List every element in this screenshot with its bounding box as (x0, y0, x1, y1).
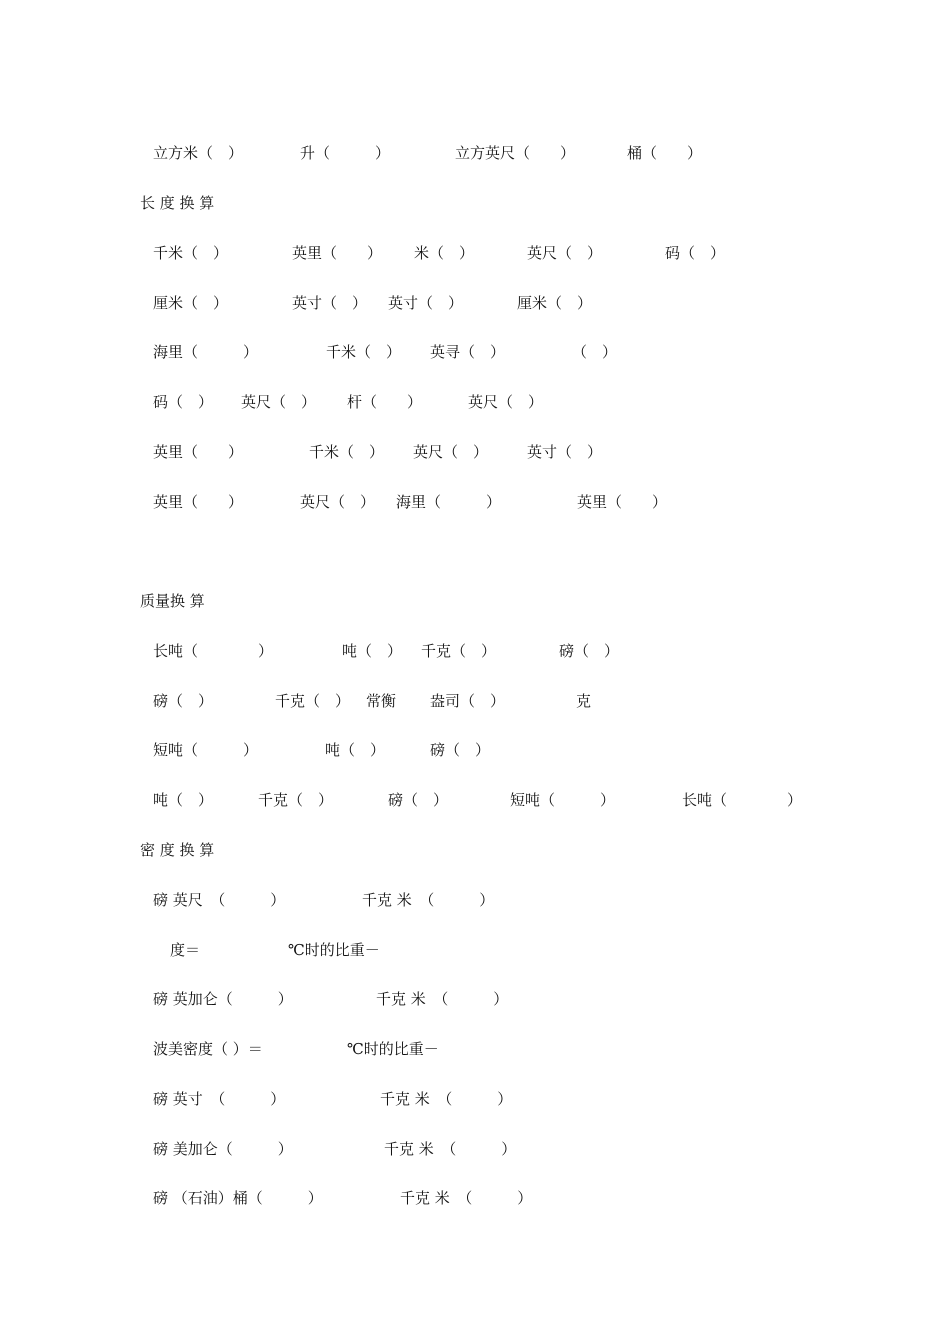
mass-heading-row (0, 590, 950, 612)
mass-item: 磅（ ） (153, 692, 214, 710)
density-item: 千克 米 （ ） (376, 990, 509, 1008)
mass-item: 短吨（ ） (153, 741, 259, 759)
length-item: 海里（ ） (153, 343, 259, 361)
density-item: ℃时的比重－ (288, 941, 380, 959)
length-item: 英尺（ ） (527, 244, 603, 262)
mass-item: 盎司（ ） (430, 692, 506, 710)
length-item: 英寸（ ） (388, 294, 464, 312)
density-row-4 (0, 1038, 950, 1060)
length-row-2 (0, 292, 950, 314)
density-item: 千克 米 （ ） (362, 891, 495, 909)
density-item: 磅 英尺 （ ） (153, 891, 286, 909)
mass-item: 吨（ ） (325, 741, 386, 759)
density-item: 磅 英寸 （ ） (153, 1090, 286, 1108)
mass-item: 长吨（ ） (153, 642, 274, 660)
length-item: 杆（ ） (347, 393, 423, 411)
density-heading-row (0, 839, 950, 861)
volume-item-cubic-foot: 立方英尺（ ） (455, 144, 576, 162)
mass-row-2 (0, 690, 950, 712)
volume-item-barrel: 桶（ ） (627, 144, 703, 162)
length-row-5 (0, 441, 950, 463)
density-row-7 (0, 1187, 950, 1209)
density-row-2 (0, 939, 950, 961)
length-item: 厘米（ ） (153, 294, 229, 312)
length-item: 英里（ ） (153, 493, 244, 511)
length-item: 厘米（ ） (517, 294, 593, 312)
density-row-1 (0, 889, 950, 911)
mass-item: 磅（ ） (559, 642, 620, 660)
mass-item: 克 (576, 692, 592, 710)
mass-item: 千克（ ） (275, 692, 351, 710)
length-item: 英寸（ ） (527, 443, 603, 461)
mass-row-4 (0, 789, 950, 811)
mass-item: 短吨（ ） (510, 791, 616, 809)
mass-item: 长吨（ ） (682, 791, 803, 809)
length-item: 千米（ ） (153, 244, 229, 262)
mass-heading: 质量换 算 (140, 592, 205, 610)
length-item: 码（ ） (665, 244, 726, 262)
mass-item: 千克（ ） (258, 791, 334, 809)
volume-row (0, 142, 950, 164)
density-row-6 (0, 1138, 950, 1160)
volume-item-liter: 升（ ） (300, 144, 391, 162)
volume-item-cubic-meter: 立方米（ ） (153, 144, 244, 162)
density-heading: 密 度 换 算 (140, 841, 215, 859)
mass-item: 吨（ ） (342, 642, 403, 660)
mass-item: 磅（ ） (430, 741, 491, 759)
mass-row-3 (0, 739, 950, 761)
length-item: （ ） (572, 343, 618, 361)
length-heading-row (0, 192, 950, 214)
mass-item: 常衡 (366, 692, 397, 710)
mass-item: 千克（ ） (421, 642, 497, 660)
length-item: 英尺（ ） (241, 393, 317, 411)
density-item: 千克 米 （ ） (384, 1140, 517, 1158)
length-item: 海里（ ） (396, 493, 502, 511)
length-item: 英寻（ ） (430, 343, 506, 361)
length-row-6 (0, 491, 950, 513)
length-item: 英里（ ） (292, 244, 383, 262)
mass-row-1 (0, 640, 950, 662)
length-item: 英尺（ ） (413, 443, 489, 461)
density-item: 波美密度（ ）＝ (153, 1040, 263, 1058)
length-row-3 (0, 341, 950, 363)
length-item: 英寸（ ） (292, 294, 368, 312)
length-item: 千米（ ） (326, 343, 402, 361)
length-row-1 (0, 242, 950, 264)
density-item: 磅 （石油）桶（ ） (153, 1189, 323, 1207)
length-item: 英尺（ ） (300, 493, 376, 511)
mass-item: 吨（ ） (153, 791, 214, 809)
length-heading: 长 度 换 算 (140, 194, 215, 212)
length-item: 英尺（ ） (468, 393, 544, 411)
length-item: 米（ ） (414, 244, 475, 262)
density-item: 千克 米 （ ） (400, 1189, 533, 1207)
density-item: 磅 英加仑（ ） (153, 990, 293, 1008)
density-item: ℃时的比重－ (347, 1040, 439, 1058)
density-item: 度＝ (170, 941, 201, 959)
length-item: 千米（ ） (309, 443, 385, 461)
length-item: 英里（ ） (577, 493, 668, 511)
density-row-3 (0, 988, 950, 1010)
length-item: 英里（ ） (153, 443, 244, 461)
density-item: 磅 美加仑（ ） (153, 1140, 293, 1158)
density-item: 千克 米 （ ） (380, 1090, 513, 1108)
mass-item: 磅（ ） (388, 791, 449, 809)
length-item: 码（ ） (153, 393, 214, 411)
length-row-4 (0, 391, 950, 413)
density-row-5 (0, 1088, 950, 1110)
